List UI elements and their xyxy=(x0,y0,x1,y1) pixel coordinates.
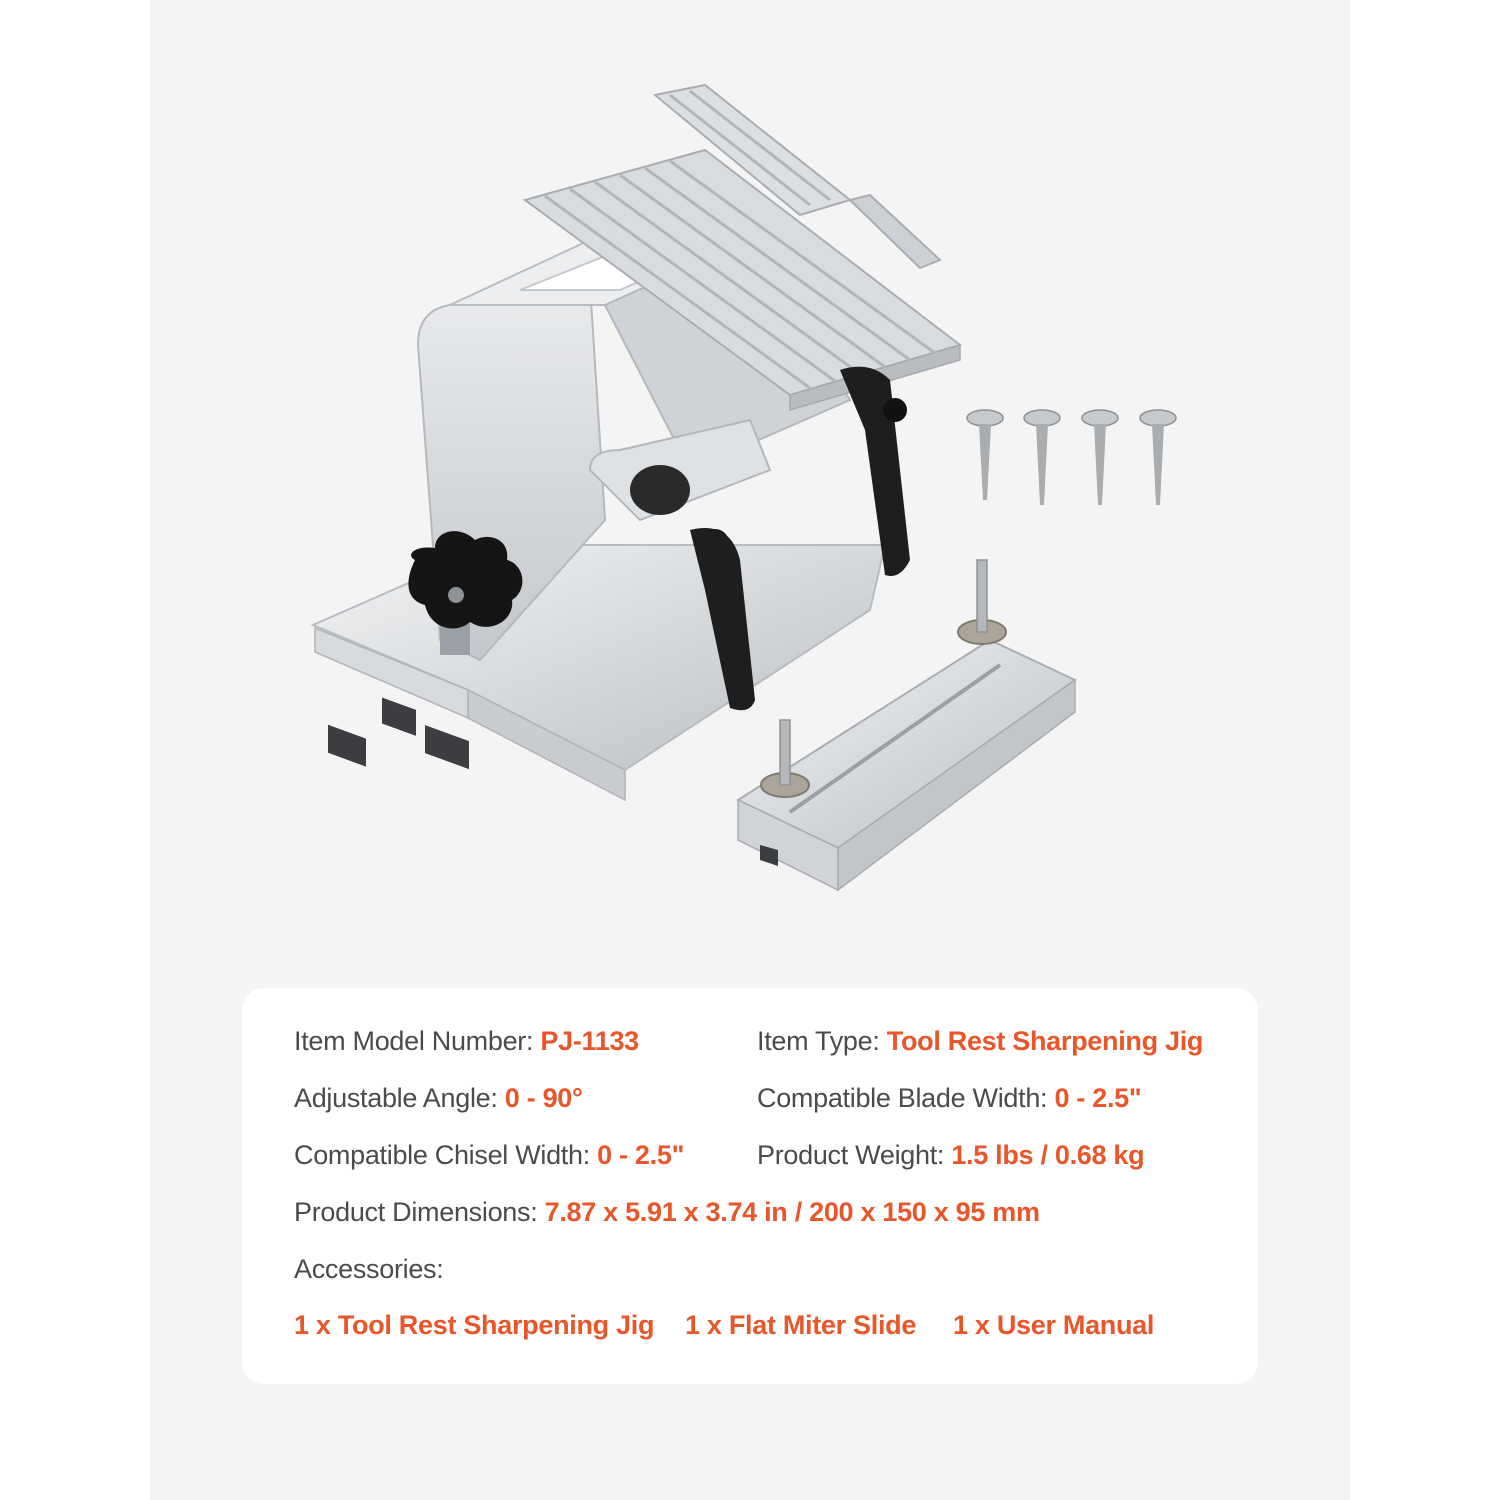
spec-value: 0 - 2.5" xyxy=(1054,1083,1142,1113)
spec-value: 0 - 2.5" xyxy=(597,1140,685,1170)
spec-label: Product Dimensions: xyxy=(294,1197,545,1227)
product-panel xyxy=(150,0,1350,1500)
spec-label: Adjustable Angle: xyxy=(294,1083,505,1113)
spec-model-number xyxy=(294,1026,639,1057)
spec-value: PJ-1133 xyxy=(540,1026,639,1056)
spec-adjustable-angle xyxy=(294,1083,583,1114)
spec-product-weight xyxy=(757,1140,1144,1171)
spec-value: 0 - 90° xyxy=(504,1083,583,1113)
spec-chisel-width xyxy=(294,1140,684,1171)
spec-label: Product Weight: xyxy=(757,1140,952,1170)
accessory-item: 1 x User Manual xyxy=(953,1310,1155,1340)
spec-item-type xyxy=(757,1026,1203,1057)
product-illustration xyxy=(150,0,1350,960)
screw-1 xyxy=(967,410,1003,500)
accessories-heading: Accessories: xyxy=(294,1254,444,1284)
spec-value: Tool Rest Sharpening Jig xyxy=(886,1026,1204,1056)
spec-blade-width xyxy=(757,1083,1141,1114)
spec-label: Compatible Blade Width: xyxy=(757,1083,1055,1113)
accessory-item: 1 x Tool Rest Sharpening Jig xyxy=(294,1310,655,1340)
specs-card xyxy=(242,988,1258,1384)
spec-label: Item Model Number: xyxy=(294,1026,541,1056)
spec-product-dimensions xyxy=(294,1197,1040,1228)
screw-2 xyxy=(1024,410,1060,505)
accessory-item: 1 x Flat Miter Slide xyxy=(685,1310,917,1340)
spec-label: Compatible Chisel Width: xyxy=(294,1140,598,1170)
spec-value: 1.5 lbs / 0.68 kg xyxy=(951,1140,1145,1170)
screw-3 xyxy=(1082,410,1118,505)
spec-value: 7.87 x 5.91 x 3.74 in / 200 x 150 x 95 mm xyxy=(544,1197,1040,1227)
spec-label: Item Type: xyxy=(757,1026,887,1056)
screw-4 xyxy=(1140,410,1176,505)
